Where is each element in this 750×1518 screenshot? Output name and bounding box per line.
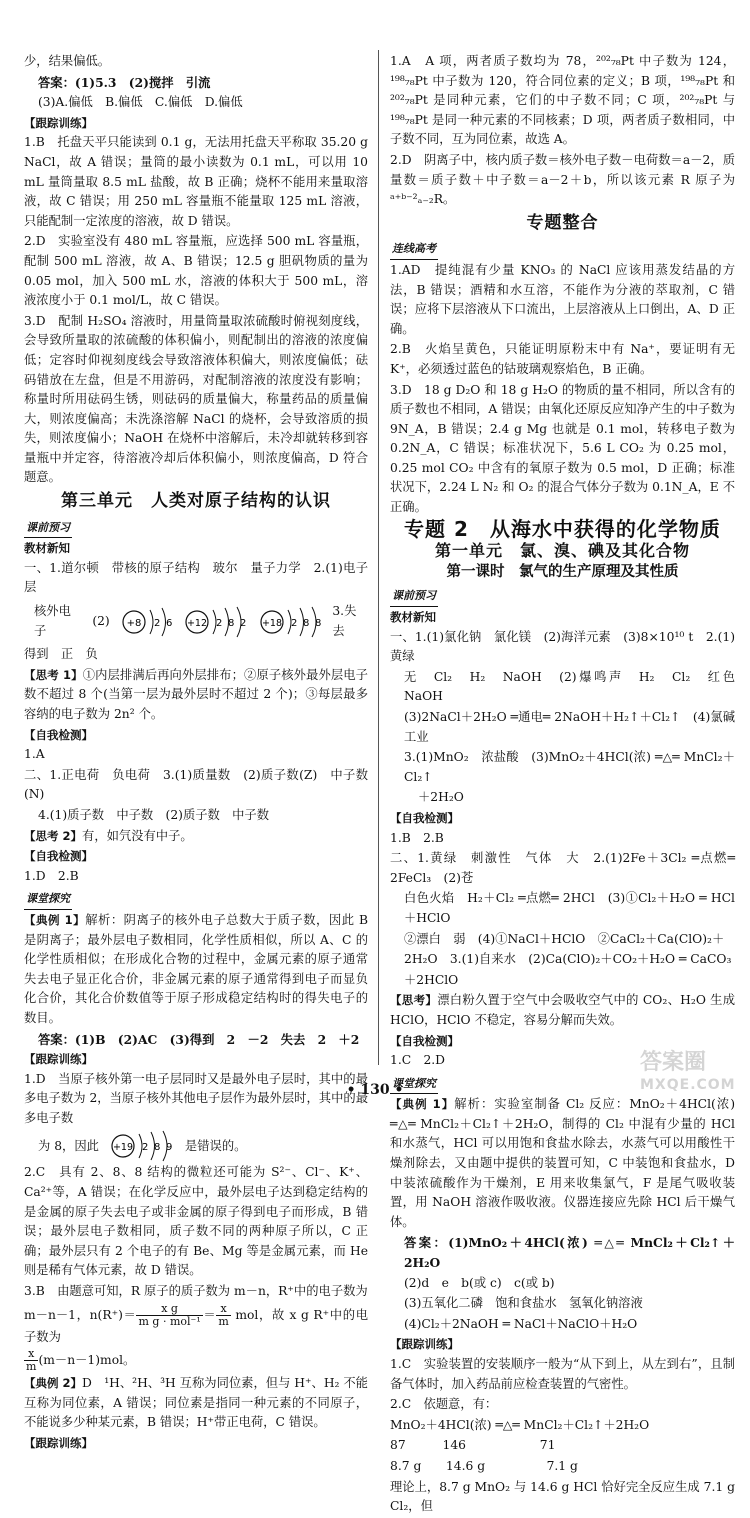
formula-line: m－n－1，n(R⁺)＝ $\frac{\text{x g}}{\text{m g · mol⁻¹}}$ ＝ $\frac{x}{m}$ mol，故 x g R⁺中的电子数为 <box>24 1301 368 1344</box>
shell-count: 2 <box>215 617 223 629</box>
text-line: mol，故 x g R⁺中的电子数为 <box>24 1307 368 1344</box>
nucleus-label: +19 <box>112 1142 133 1154</box>
section-tag: 课堂探究 <box>390 1074 438 1095</box>
shell-count: 9 <box>165 1142 173 1154</box>
shell-count: 8 <box>153 1142 161 1154</box>
lesson-heading: 第一课时 氯气的生产原理及其性质 <box>446 563 679 580</box>
question-item: 2.C 依题意，有： <box>390 1397 498 1412</box>
text-line: 二、1.黄绿 刺激性 气体 大 2.(1)2Fe＋3Cl₂ ═点燃═ 2FeCl₃ (2)苍 <box>390 851 739 885</box>
watermark-logo: 答案圈 MXQE.COM <box>640 1050 736 1093</box>
text-line: ②漂白 弱 (4)①NaCl＋HClO ②CaCl₂＋Ca(ClO)₂＋ <box>404 931 725 946</box>
subsection-tag: 【自我检测】 <box>24 849 93 864</box>
answer-line: (2)d e b(或 c) c(或 b) <box>404 1275 555 1290</box>
subsection-tag: 【自我检测】 <box>390 1033 459 1048</box>
answer-line: 答案：(1)MnO₂＋4HCl(浓) ═△═ MnCl₂＋Cl₂↑＋2H₂O <box>404 1235 735 1271</box>
text-line: 为 8，因此 <box>38 1138 99 1153</box>
section-tag: 连线高考 <box>390 239 438 260</box>
example-tag: 【典例 1】 <box>390 1097 455 1112</box>
subsection-tag: 【自我检测】 <box>390 810 459 825</box>
text-line: 无 Cl₂ H₂ NaOH (2)爆鸣声 H₂ Cl₂ 红色 NaOH <box>404 669 748 704</box>
section-tag: 课前预习 <box>24 518 72 539</box>
section-tag: 【跟踪训练】 <box>24 115 93 130</box>
shell-count: 8 <box>314 617 321 629</box>
example-text: D ¹H、²H、³H 互称为同位素，但与 H⁺、H₂ 不能互称为同位素，A 错误；同位素是指同一种元素的不同原子，不能说多少种某元素，B 错误；H⁺带正电荷，C 错误。 <box>24 1376 368 1430</box>
magnesium-atom-diagram <box>183 604 248 640</box>
question-item: 2.D 实验室没有 480 mL 容量瓶，应选择 500 mL 容量瓶，配制 500 mL 溶液，故 A、B 错误；12.5 g 胆矾物质的量为 0.05 mol，加入 500 mL 水，溶液的体积大于 500 mL，溶液浓度小于 0.1 mol/L，故 C 错误。 <box>24 234 372 308</box>
question-item: 3.D 配制 H₂SO₄ 溶液时，用量筒量取浓硫酸时俯视刻度线，会导致所量取的浓硫酸的体积偏小，则配制出的溶液的浓度偏低；定容时仰视刻度线会导致溶液体积偏大，则浓度偏低；砝码错放在左盘，但是不用游码，对配制溶液的浓度没有影响；称量时所用砝码生锈，则砝码的质量偏大，称量药品的质量偏大，则浓度偏高；未洗涤溶解 NaCl 的烧杯，会导致溶质的损失，则浓度偏小；NaOH 在烧杯中溶解后，未冷却就转移到容量瓶中并定容，待溶液冷却后体积偏小，则浓度偏高，D 符合题意。 <box>24 313 368 485</box>
text-line: 4.(1)质子数 中子数 (2)质子数 中子数 <box>38 807 270 822</box>
think-tag: 【思考 2】 <box>24 828 83 843</box>
answer-line: 1.B 2.B <box>390 830 444 845</box>
think-item <box>24 666 368 725</box>
think-tag: 【思考 1】 <box>24 667 83 682</box>
text-line: (3)A.偏低 B.偏低 C.偏低 D.偏低 <box>38 95 243 110</box>
think-item <box>390 991 739 1030</box>
fraction: $\frac{x}{m}$ <box>218 1301 229 1328</box>
text-line: 3.失去 <box>332 604 357 638</box>
example-item <box>24 1374 368 1433</box>
oxygen-atom-diagram <box>120 604 173 640</box>
question-item: 2.B 火焰呈黄色，只能证明原粉末中有 Na⁺，要证明有无 K⁺，必须透过蓝色的钴玻璃观察焰色，B 正确。 <box>390 342 739 376</box>
shell-count: 6 <box>165 617 173 629</box>
fraction: $\frac{x}{m}$ <box>26 1347 37 1374</box>
text-line: 一、1.(1)氯化钠 氯化镁 (2)海洋元素 (3)8×10¹⁰ t 2.(1)黄绿 <box>390 629 735 664</box>
example-tag: 【典例 2】 <box>24 1376 83 1391</box>
text-line: 核外电子 <box>34 604 71 638</box>
shell-count: 2 <box>141 1142 149 1154</box>
section-tag: 【跟踪训练】 <box>24 1052 93 1067</box>
answer-line: 答案：(1)B (2)AC (3)得到 2 －2 失去 2 ＋2 <box>38 1031 360 1047</box>
text-line: ＋2H₂O <box>418 790 464 805</box>
section-tag: 课堂探究 <box>24 889 72 910</box>
text-line: 是错误的。 <box>184 1138 247 1153</box>
answer-line: 答案：(1)5.3 (2)搅拌 引流 <box>38 74 211 90</box>
text-line: 二、1.正电荷 负电荷 3.(1)质量数 (2)质子数(Z) 中子数(N) <box>24 767 368 802</box>
example-text: 解析：实验室制备 Cl₂ 反应：MnO₂＋4HCl(浓) ═△═ MnCl₂＋Cl₂↑＋2H₂O，制得的 Cl₂ 中混有少量的 HCl 和水蒸气，HCl 可以用饱和食盐水除去，水蒸气可以用酸性干燥剂除去，又由题中提供的装置可知，C 中装饱和食盐水，D 中装浓硫酸作为干燥剂，E 用来收集氯气，F 是尾气吸收装置，用 NaOH 溶液作吸收液。仪器连接应先除 HCl 后干燥气体。 <box>390 1097 739 1229</box>
shell-count: 2 <box>290 617 297 629</box>
subsection-tag: 教材新知 <box>24 541 70 556</box>
example-item <box>24 911 372 1029</box>
unit-heading: 第三单元 人类对原子结构的认识 <box>61 491 331 512</box>
atom-diagram-row <box>34 602 368 641</box>
section-tag: 【跟踪训练】 <box>390 1337 459 1352</box>
text-line: 3.(1)MnO₂ 浓盐酸 (3)MnO₂＋4HCl(浓) ═△═ MnCl₂＋Cl₂↑ <box>404 750 735 784</box>
section-tag: 【跟踪训练】 <box>24 1436 93 1450</box>
potassium-atom-diagram <box>109 1129 175 1163</box>
shell-count: 8 <box>227 617 235 629</box>
question-item: 2.D 阴离子中，核内质子数＝核外电子数－电荷数＝a－2，质量数＝质子数＋中子数＝a－2＋b，所以该元素 R 原子为 ᵃ⁺ᵇ⁻²ₐ₋₂R。 <box>390 152 739 207</box>
equation-line: 87 146 71 <box>390 1438 556 1453</box>
column-divider <box>378 50 379 1065</box>
text-line: 少，结果偏低。 <box>24 54 111 68</box>
formula-line <box>24 1348 368 1373</box>
question-item: 3.D 18 g D₂O 和 18 g H₂O 的物质的量不相同，所以含有的质子数也不相同，A 错误；由氧化还原反应知净产生的中子数为 9N_A，B 错误；2.4 g Mg 也就是 0.1 mol，转移电子数为 0.2N_A，C 错误；标准状况下，5.6 L CO₂ 为 0.25 mol，0.25 mol CO₂ 中含有的氧原子数为 0.5 mol，D 正确；标准状况下，2.24 L N₂ 和 O₂ 的混合气体分子数为 0.1N_A，E 不正确。 <box>390 382 739 515</box>
subsection-tag: 【自我检测】 <box>24 727 93 742</box>
example-text: 解析：阴离子的核外电子总数大于质子数，因此 B 是阴离子；最外层电子数相同，化学性质相似，所以 A、C 的化学性质相似；在形成化合物的过程中，金属元素的原子通常失去电子显正化合价，非金属元素的原子通常得到电子而显负化合价，其化合价数值等于原子形成稳定结构时的得失电子的数目。 <box>24 912 372 1025</box>
example-tag: 【典例 1】 <box>24 912 86 927</box>
question-item: 1.B 托盘天平只能读到 0.1 g，无法用托盘天平称取 35.20 g NaCl，故 A 错误；量筒的最小读数为 0.1 mL，可以用 10 mL 量筒量取 8.5 mL 盐酸，故 B 正确；烧杯不能用来量取溶液，故 C 错误；用 250 mL 容量瓶不能量取 125 mL 溶液，只能配制一定浓度的溶液，故 D 错误。 <box>24 135 372 228</box>
shell-count: 8 <box>302 617 309 629</box>
chapter-heading: 专题 2 从海水中获得的化学物质 <box>404 516 721 541</box>
answer-line: (3)五氧化二磷 饱和食盐水 氢氧化钠溶液 <box>404 1296 643 1311</box>
text-line: ＋2HClO <box>404 972 459 987</box>
text-line: (2) <box>92 613 110 628</box>
shell-count: 2 <box>239 617 247 629</box>
answer-line: 1.C 2.D <box>390 1053 446 1068</box>
question-item: 1.AD 提纯混有少量 KNO₃ 的 NaCl 应该用蒸发结晶的方法，B 错误；酒精和水互溶，不能作为分液的萃取剂，C 错误；应将下层溶液从下口流出，上层溶液从上口倒出，A、D 正确。 <box>390 262 735 336</box>
answer-line: 1.D 2.B <box>24 868 79 883</box>
right-column <box>390 52 748 1518</box>
text-line: 一、1.道尔顿 带核的原子结构 玻尔 量子力学 2.(1)电子层 <box>24 560 368 595</box>
argon-atom-diagram <box>258 604 323 640</box>
fraction: $\frac{\text{x g}}{\text{m g · mol⁻¹}}$ <box>138 1301 201 1328</box>
text-line: 理论上，8.7 g MnO₂ 与 14.6 g HCl 恰好完全反应生成 7.1 g Cl₂，但 <box>390 1479 739 1514</box>
think-text: ①内层排满后再向外层排布；②原子核外最外层电子数不超过 8 个(当第一层为最外层时不超过 2 个)；③每层最多容纳的电子数为 2n² 个。 <box>24 667 368 721</box>
nucleus-label: +8 <box>126 617 142 629</box>
section-tag: 课前预习 <box>390 586 438 607</box>
think-item <box>24 827 368 847</box>
text-line: 得到 正 负 <box>24 647 98 662</box>
think-text: 漂白粉久置于空气中会吸收空气中的 CO₂、H₂O 生成 HClO，HClO 不稳定，容易分解而失效。 <box>390 993 739 1027</box>
equation-line: 8.7 g 14.6 g 7.1 g <box>390 1458 578 1473</box>
question-item: 1.C 实验装置的安装顺序一般为“从下到上，从左到右”，且制备气体时，加入药品前应检查装置的气密性。 <box>390 1357 735 1391</box>
nucleus-label: +18 <box>261 617 282 629</box>
text-line: (3)2NaCl＋2H₂O ═通电═ 2NaOH＋H₂↑＋Cl₂↑ (4)氯碱工业 <box>404 710 735 744</box>
example-item <box>390 1095 739 1232</box>
question-item: 2.C 具有 2、8、8 结构的微粒还可能为 S²⁻、Cl⁻、K⁺、Ca²⁺等，A 错误；在化学反应中，最外层电子达到稳定结构的是金属的原子失去电子或非金属的原子得到电子而形成，B 错误；最外层电子数相同，质子数不同的两种原子所以，C 正确；最外层只有 2 个电子的有 Be、Mg 等是金属元素，而 He 则是稀有气体元素，故 D 错误。 <box>24 1165 372 1278</box>
question-item: 1.D 当原子核外第一电子层同时又是最外电子层时，其中的最多电子数为 2，当原子核外其他电子层作为最外层时，其中的最多电子数 <box>24 1071 368 1125</box>
atom-diagram-row <box>38 1129 368 1163</box>
think-tag: 【思考】 <box>390 993 438 1008</box>
text-line: (m－n－1)mol。 <box>38 1353 136 1368</box>
section-heading: 专题整合 <box>526 212 599 233</box>
question-item: 1.A A 项，两者质子数均为 78，²⁰²₇₈Pt 中子数为 124，¹⁹⁸₇₈Pt 中子数为 120，符合同位素的定义；B 项，¹⁹⁸₇₈Pt 和 ²⁰²₇₈Pt 是同种元素，它们的中子数不同；C 项，²⁰²₇₈Pt 与 ¹⁹⁸₇₈Pt 是同一种元素的不同核素；D 项，两者质子数相同，中子数不同，互为同位素，故选 A。 <box>390 54 739 147</box>
text-line: 白色火焰 H₂＋Cl₂ ═点燃═ 2HCl (3)①Cl₂＋H₂O ═ HCl＋HClO <box>404 891 735 925</box>
left-column <box>24 52 372 1454</box>
text-line: 2H₂O 3.(1)自来水 (2)Ca(ClO)₂＋CO₂＋H₂O ═ CaCO₃ <box>404 952 732 967</box>
think-text: 有，如氕没有中子。 <box>82 828 193 843</box>
answer-line: 1.A <box>24 747 45 762</box>
text-line: m－n－1，n(R⁺)＝ <box>24 1307 137 1322</box>
subsection-tag: 教材新知 <box>390 610 436 625</box>
shell-count: 2 <box>153 617 161 629</box>
unit-heading: 第一单元 氯、溴、碘及其化合物 <box>434 541 690 561</box>
equation-line: MnO₂＋4HCl(浓) ═△═ MnCl₂＋Cl₂↑＋2H₂O <box>390 1417 650 1432</box>
answer-line: (4)Cl₂＋2NaOH ═ NaCl＋NaClO＋H₂O <box>404 1316 638 1331</box>
nucleus-label: +12 <box>186 617 207 629</box>
page-number: • 130 • <box>346 1082 404 1098</box>
question-item: 3.B 由题意可知，R 原子的质子数为 m－n，R⁺中的电子数为 <box>24 1284 368 1299</box>
